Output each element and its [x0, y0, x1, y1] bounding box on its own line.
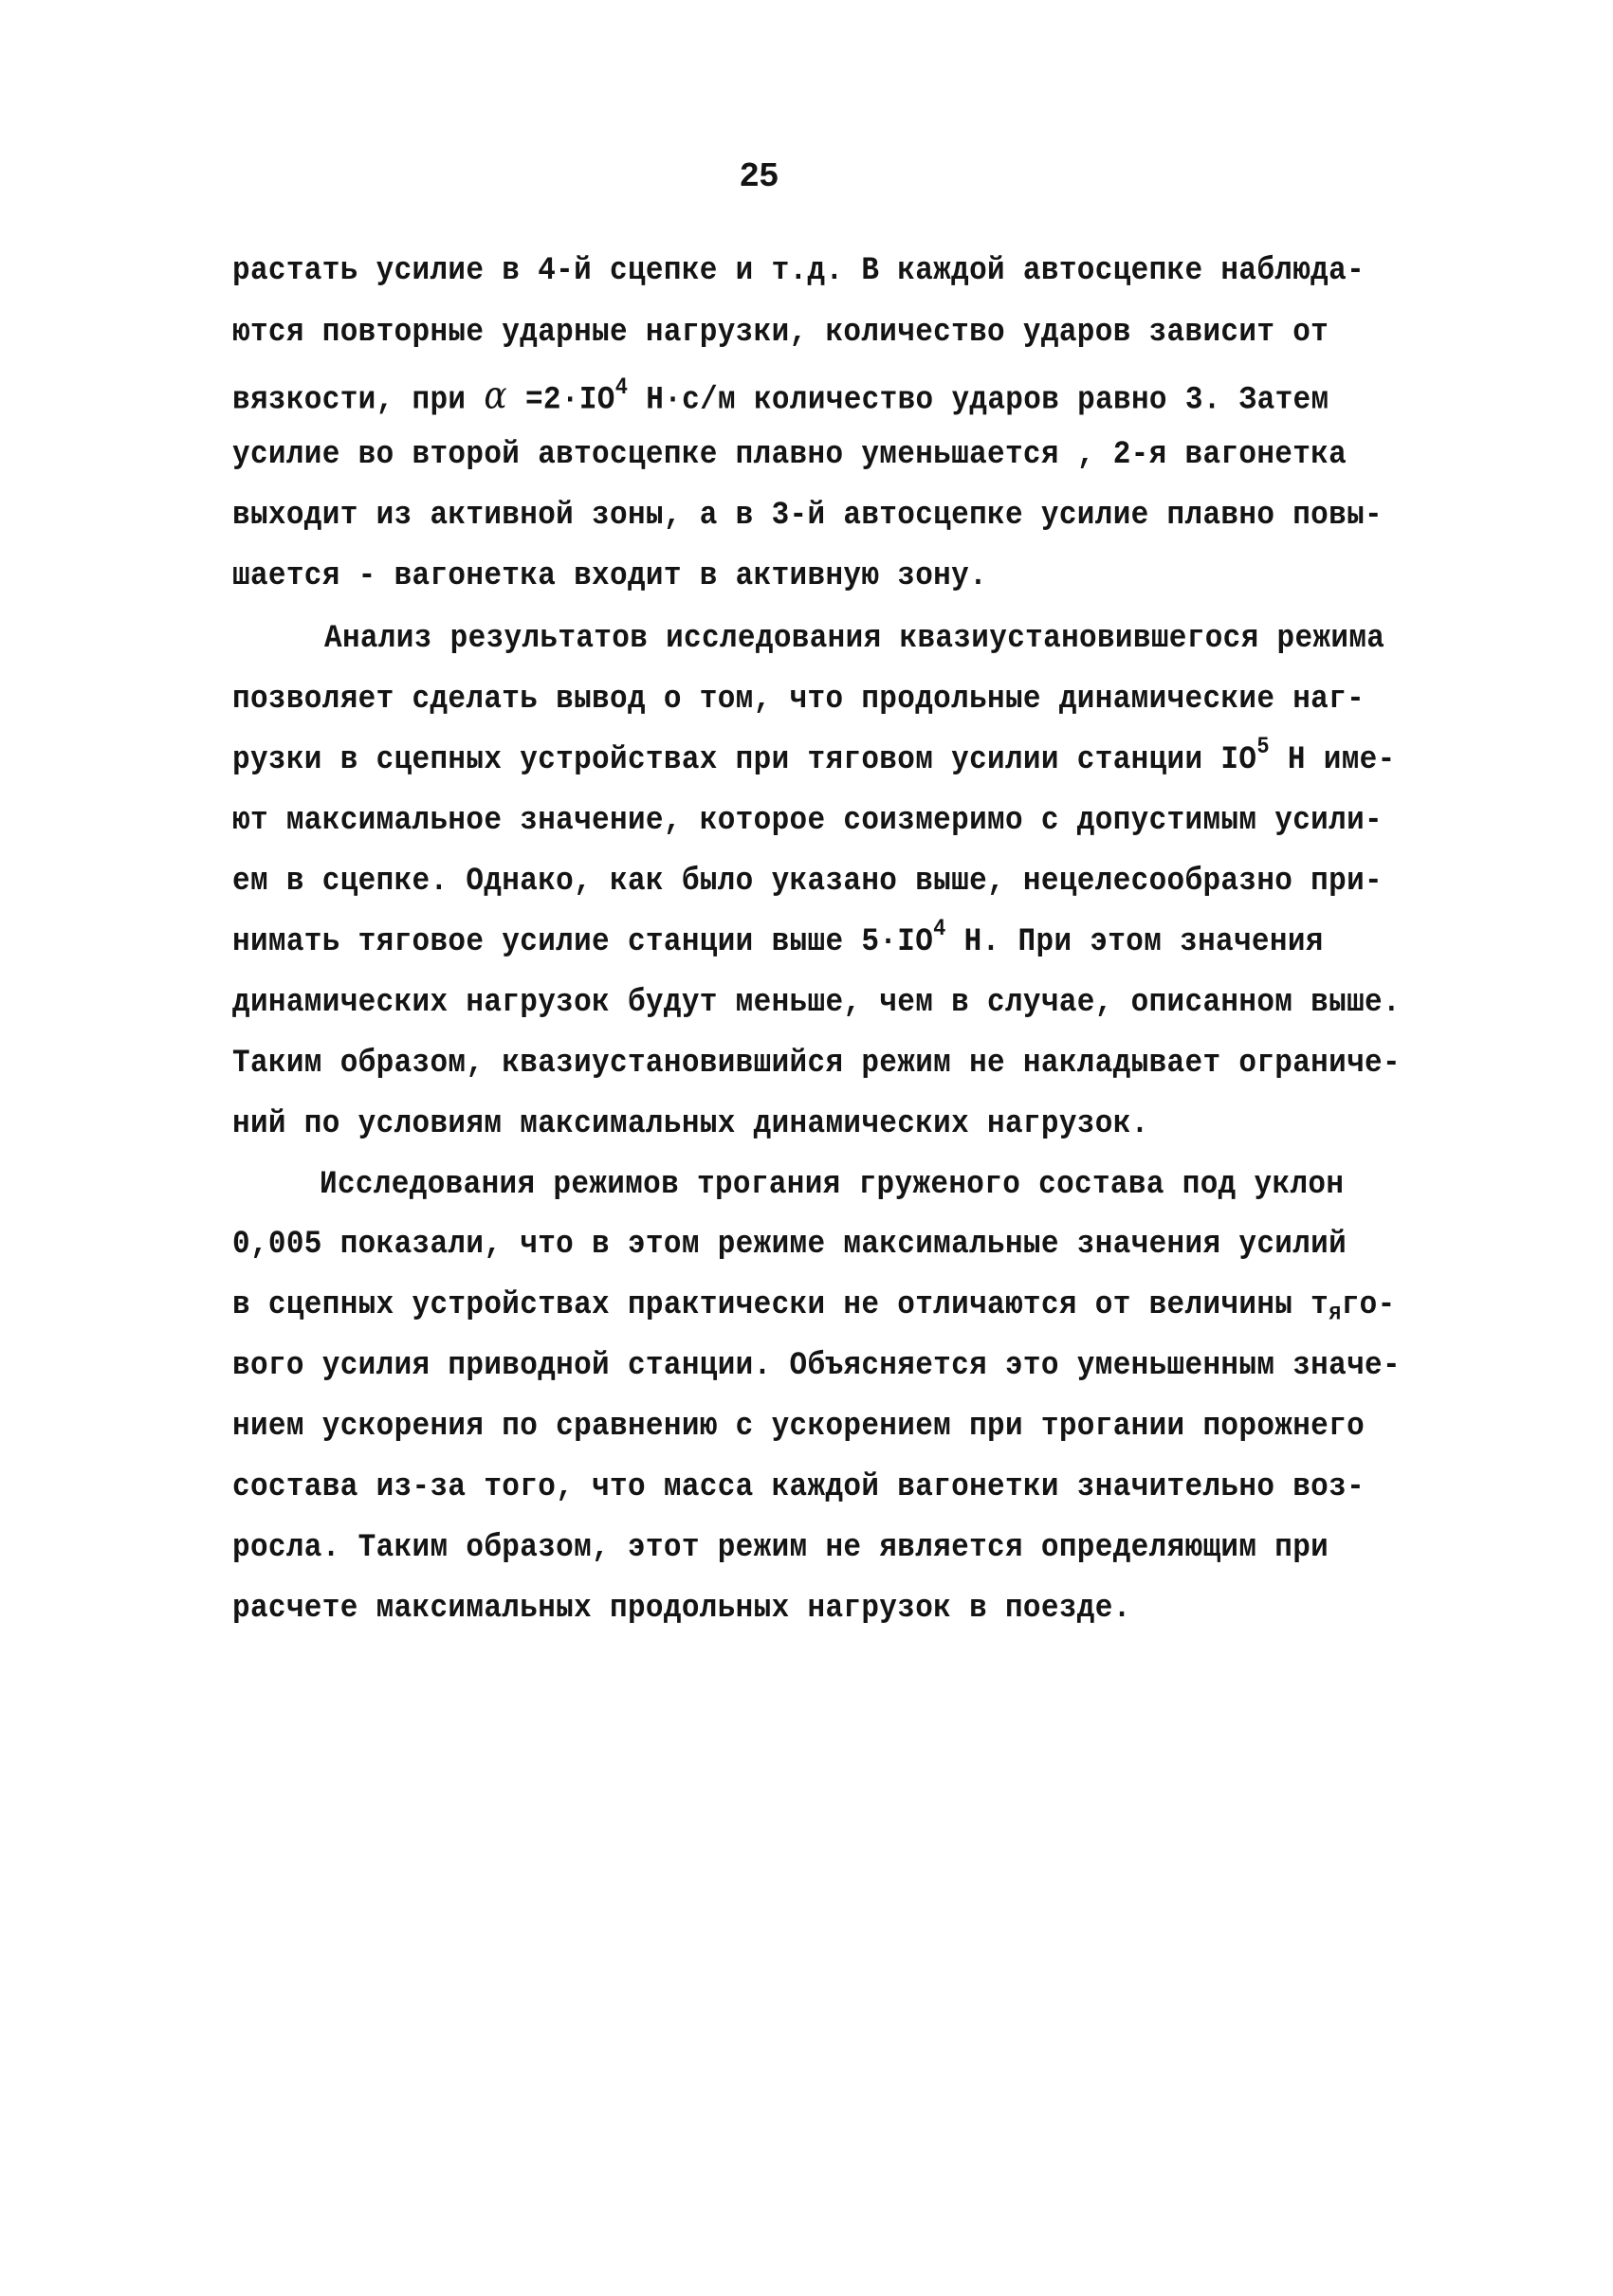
text-line: усилие во второй автосцепке плавно уменьшается , 2-я вагонетка [232, 435, 1347, 473]
text-segment: в сцепных устройствах практически не отличаются от величины т [232, 1285, 1329, 1323]
text-line: шается - вагонетка входит в активную зону. [232, 556, 988, 594]
text-line: динамических нагрузок будут меньше, чем в случае, описанном выше. [232, 983, 1401, 1021]
exponent: 4 [933, 915, 946, 942]
exponent: 5 [1256, 733, 1270, 760]
text-segment: го- [1341, 1285, 1396, 1323]
text-line [232, 915, 1324, 960]
text-segment: нимать тяговое усилие станции выше 5·IO [232, 922, 934, 960]
text-segment: вязкости, при [232, 381, 485, 419]
page-number: 25 [739, 157, 779, 196]
text-line: ем в сцепке. Однако, как было указано выше, нецелесообразно при- [232, 862, 1383, 900]
text-line: расчете максимальных продольных нагрузок в поезде. [232, 1589, 1131, 1627]
text-line: выходит из активной зоны, а в 3-й автосцепке усилие плавно повы- [232, 496, 1383, 534]
text-segment: Н име- [1269, 740, 1396, 778]
text-line: ний по условиям максимальных динамических нагрузок. [232, 1104, 1149, 1142]
text-line: росла. Таким образом, этот режим не является определяющим при [232, 1528, 1329, 1566]
text-segment: рузки в сцепных устройствах при тяговом усилии станции IO [232, 740, 1257, 778]
text-line: ют максимальное значение, которое соизмеримо с допустимым усили- [232, 801, 1383, 839]
text-line: Анализ результатов исследования квазиустановившегося режима [324, 619, 1385, 657]
text-segment: Н·с/м количество ударов равно 3. Затем [628, 381, 1329, 419]
text-line: растать усилие в 4-й сцепке и т.д. В каждой автосцепке наблюда- [232, 251, 1366, 289]
text-line [232, 1285, 1396, 1327]
text-line [232, 733, 1396, 778]
alpha-symbol: α [484, 374, 508, 418]
text-line [232, 374, 1329, 419]
text-segment: Н. При этом значения [945, 922, 1324, 960]
text-line: вого усилия приводной станции. Объясняется это уменьшенным значе- [232, 1346, 1401, 1384]
text-line: позволяет сделать вывод о том, что продольные динамические наг- [232, 680, 1366, 718]
text-line: нием ускорения по сравнению с ускорением при трогании порожнего [232, 1407, 1366, 1445]
text-line: Таким образом, квазиустановившийся режим не накладывает ограниче- [232, 1044, 1401, 1082]
text-line: ются повторные ударные нагрузки, количество ударов зависит от [232, 313, 1329, 351]
subscript: я [1329, 1300, 1342, 1327]
text-segment: =2·IO [507, 381, 615, 419]
text-line: Исследования режимов трогания груженого состава под уклон [320, 1165, 1345, 1203]
text-line: 0,005 показали, что в этом режиме максимальные значения усилий [232, 1225, 1347, 1263]
text-line: состава из-за того, что масса каждой вагонетки значительно воз- [232, 1467, 1366, 1505]
exponent: 4 [614, 374, 629, 401]
